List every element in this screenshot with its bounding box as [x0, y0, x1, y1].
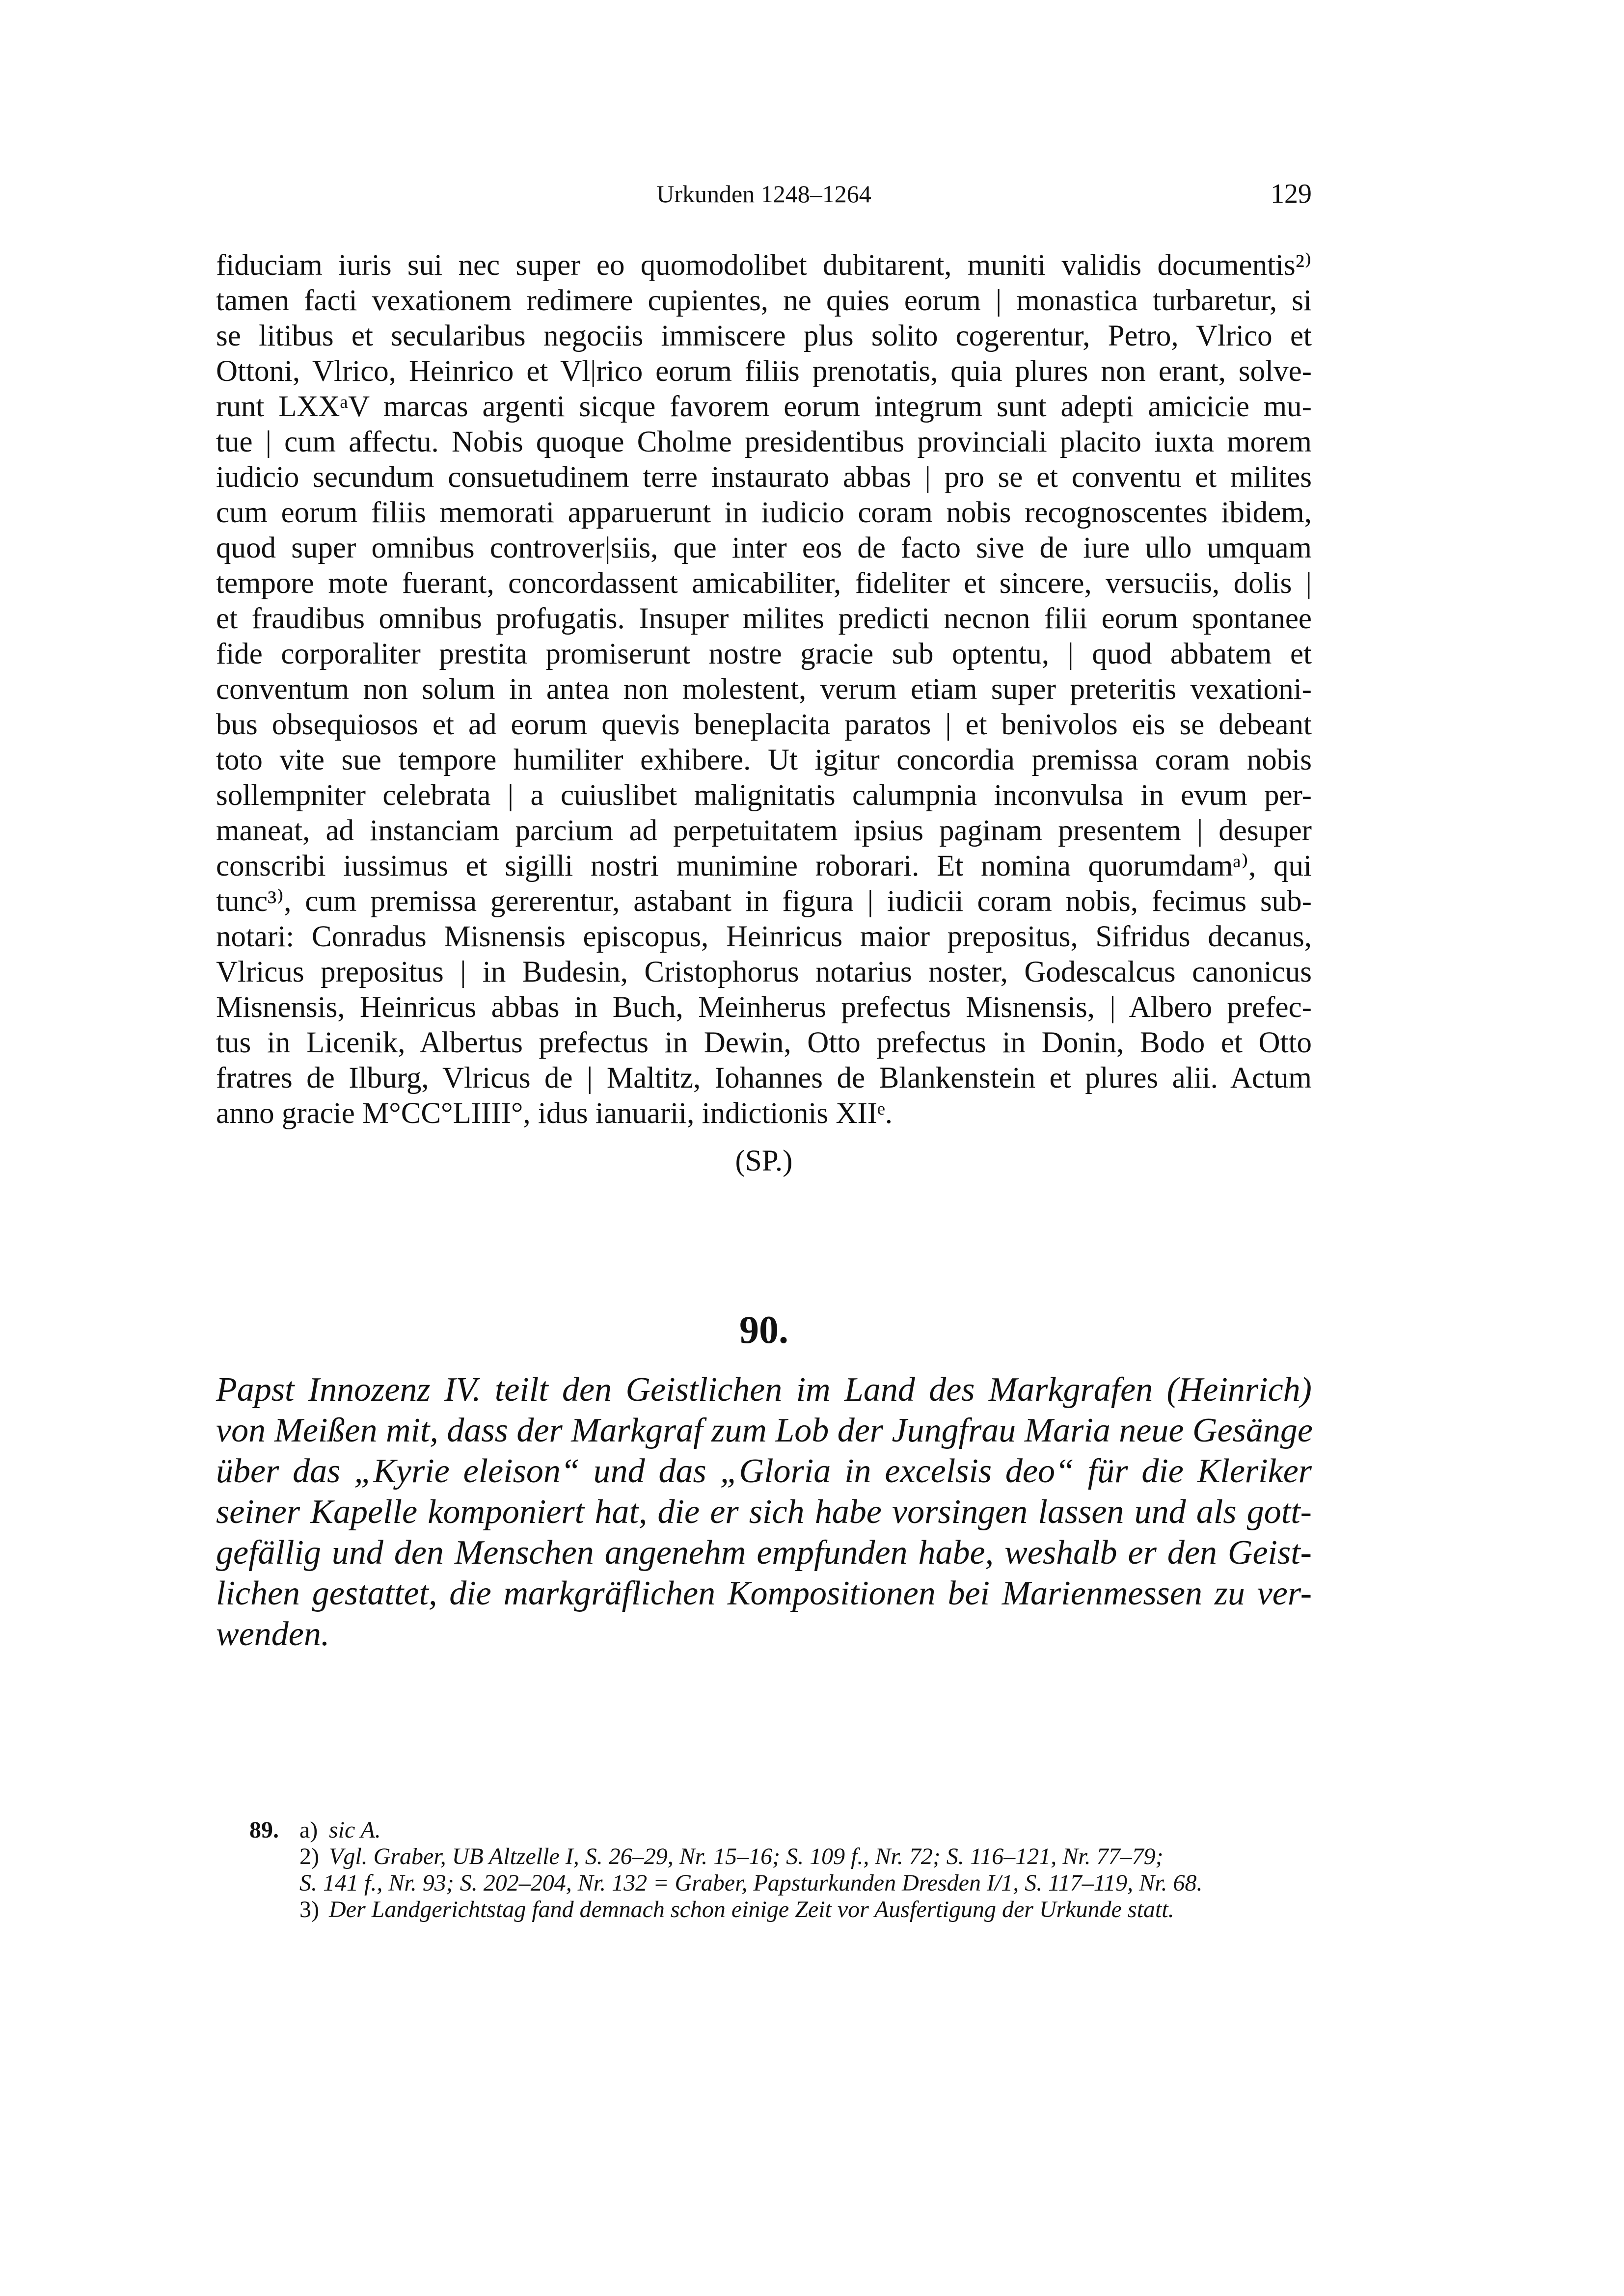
text-line: bus obsequiosos et ad eorum quevis beneplacita paratos | et benivolos eis se debeant: [216, 708, 1312, 741]
regest-line: lichen gestattet, die markgräflichen Kompositionen bei Marienmessen zu ver-: [216, 1575, 1312, 1612]
regest-line: wenden.: [216, 1615, 330, 1653]
text-line: runt LXXᵃV marcas argenti sicque favorem eorum integrum sunt adepti amicicie mu-: [216, 390, 1312, 423]
footnote-mark: 2): [299, 1843, 319, 1869]
regest-line: Papst Innozenz IV. teilt den Geistlichen im Land des Markgrafen (Heinrich): [216, 1371, 1312, 1409]
text-line: Misnensis, Heinricus abbas in Buch, Meinherus prefectus Misnensis, | Albero prefec-: [216, 991, 1312, 1024]
footnote-text: Der Landgerichtstag fand demnach schon einige Zeit vor Ausfertigung der Urkunde statt.: [329, 1896, 1174, 1922]
text-line: anno gracie M°CC°LIIII°, idus ianuarii, indictionis XIIᵉ.: [216, 1097, 893, 1130]
text-line: cum eorum filiis memorati apparuerunt in iudicio coram nobis recognoscentes ibidem,: [216, 496, 1312, 529]
text-line: se litibus et secularibus negociis immiscere plus solito cogerentur, Petro, Vlrico et: [216, 320, 1312, 352]
footnote-a: [216, 1817, 1312, 1843]
regest-line: von Meißen mit, dass der Markgraf zum Lob der Jungfrau Maria neue Gesänge: [216, 1412, 1313, 1449]
footnote-text: Vgl. Graber, UB Altzelle I, S. 26–29, Nr. 15–16; S. 109 f., Nr. 72; S. 116–121, Nr. 77–79;: [329, 1843, 1164, 1869]
regest: [216, 1369, 1312, 1655]
page-number: 129: [1271, 179, 1312, 209]
text-line: Ottoni, Vlrico, Heinrico et Vl|rico eorum filiis prenotatis, quia plures non erant, solve-: [216, 355, 1312, 388]
text-line: et fraudibus omnibus profugatis. Insuper milites predicti necnon filii eorum spontanee: [216, 602, 1312, 635]
text-line: fratres de Ilburg, Vlricus de | Maltitz, Iohannes de Blankenstein et plures alii. Actum: [216, 1062, 1312, 1095]
running-title: Urkunden 1248–1264: [656, 180, 871, 208]
text-line: toto vite sue tempore humiliter exhibere. Ut igitur concordia premissa coram nobis: [216, 744, 1312, 776]
regest-line: über das „Kyrie eleison“ und das „Gloria in excelsis deo“ für die Kleriker: [216, 1452, 1312, 1490]
regest-line: gefällig und den Menschen angenehm empfunden habe, weshalb er den Geist-: [216, 1534, 1312, 1572]
text-line: notari: Conradus Misnensis episcopus, Heinricus maior prepositus, Sifridus decanus,: [216, 920, 1312, 953]
document-number: 90.: [739, 1308, 788, 1352]
text-line: fiduciam iuris sui nec super eo quomodolibet dubitarent, muniti validis documentis²⁾: [216, 249, 1312, 282]
footnote-document-ref: 89.: [249, 1817, 279, 1843]
running-head: [216, 174, 1312, 214]
seal-notation: (SP.): [735, 1145, 793, 1177]
regest-line: seiner Kapelle komponiert hat, die er sich habe vorsingen lassen und als gott-: [216, 1493, 1312, 1531]
footnotes: [216, 1817, 1312, 1923]
text-line: tamen facti vexationem redimere cupientes, ne quies eorum | monastica turbaretur, si: [216, 284, 1312, 317]
footnote-mark: a): [299, 1817, 318, 1843]
footnote-mark: 3): [299, 1896, 319, 1922]
text-line: maneat, ad instanciam parcium ad perpetuitatem ipsius paginam presentem | desuper: [216, 814, 1312, 847]
footnote-2-continuation: [216, 1870, 1312, 1896]
text-line: conscribi iussimus et sigilli nostri munimine roborari. Et nomina quorumdamᵃ⁾, qui: [216, 850, 1312, 882]
text-line: iudicio secundum consuetudinem terre instaurato abbas | pro se et conventu et milites: [216, 461, 1312, 494]
text-line: tempore mote fuerant, concordassent amicabiliter, fideliter et sincere, versuciis, dolis |: [216, 567, 1312, 600]
footnote-2: [216, 1843, 1312, 1870]
text-line: sollempniter celebrata | a cuiuslibet malignitatis calumpnia inconvulsa in evum per-: [216, 779, 1312, 812]
text-line: quod super omnibus controver|siis, que inter eos de facto sive de iure ullo umquam: [216, 532, 1312, 564]
charter-text: [216, 248, 1312, 1131]
text-line: tunc³⁾, cum premissa gererentur, astabant in figura | iudicii coram nobis, fecimus sub-: [216, 885, 1312, 918]
text-line: tus in Licenik, Albertus prefectus in Dewin, Otto prefectus in Donin, Bodo et Otto: [216, 1026, 1312, 1059]
text-line: tue | cum affectu. Nobis quoque Cholme presidentibus provinciali placito iuxta morem: [216, 426, 1312, 458]
footnote-text: S. 141 f., Nr. 93; S. 202–204, Nr. 132 = Graber, Papsturkunden Dresden I/1, S. 117–119, Nr. 68.: [299, 1870, 1203, 1896]
text-line: conventum non solum in antea non molestent, verum etiam super preteritis vexationi-: [216, 673, 1312, 706]
footnote-text: sic A.: [329, 1817, 381, 1843]
text-line: Vlricus prepositus | in Budesin, Cristophorus notarius noster, Godescalcus canonicus: [216, 956, 1312, 988]
text-line: fide corporaliter prestita promiserunt nostre gracie sub optentu, | quod abbatem et: [216, 638, 1312, 670]
footnote-3: [216, 1896, 1312, 1923]
